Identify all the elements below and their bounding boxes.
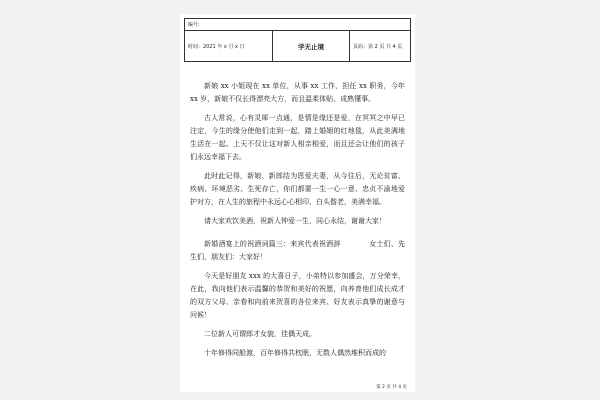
header-table [184,18,411,62]
paragraph: 古人常说，心有灵犀一点通，是情是缘还是爱，在冥冥之中早已注定，今生的缘分使他们走到一起，踏上婚姻的红地毯，从此美满地生活在一起。上天不仅让这对新人相亲相爱，而且还会让他们的孩子们永远幸福下去。 [190,114,405,161]
section-heading: 新婚酒宴上的祝酒词篇三：来宾代表祝酒辞 女士们、先生们，朋友们：大家好！ [190,240,405,261]
document-page [180,14,415,392]
paragraph: 新娘 xx 小姐现在 xx 单位，从事 xx 工作，担任 xx 职务，今年 xx 岁，新娘不仅长得漂亮大方，而且温柔体贴、成熟懂事。 [190,82,405,103]
page-footer: 第 2 页 共 4 页 [376,385,407,390]
body-text [190,80,405,366]
page-label: 页码：第 2 页 共 4 页 [353,44,403,50]
paragraph: 二位新人可谓郎才女貌，佳偶天成。 [204,330,316,338]
number-label: 编号: [185,19,410,31]
paragraph: 请大家欢饮美酒，祝新人钟爱一生，同心永结，谢谢大家！ [204,217,386,225]
paragraph: 十年修得同船渡，百年修得共枕眠，无数人偶然堆积而成的 [204,349,386,357]
time-label: 时间：2021 年 x 月 x 日 [185,31,273,62]
page-title: 学无止境 [273,31,350,62]
paragraph: 今天是好朋友 xxx 的大喜日子，小弟特以参加盛会，万分荣幸，在此，我向他们表示温馨的恭贺和美好的祝愿，向养育他们成长成才的双方父母、亲眷和向前来贺喜的各位来宾、好友表示真挚的谢意与问候！ [190,272,405,319]
paragraph: 此时此记得，新娘、新郎结为恩爱夫妻，从今往后，无论贫富、疾病、环境恶劣、生死存亡，你们都要一生一心一意、忠贞不渝地爱护对方，在人生的旅程中永远心心相印、白头偕老，美满幸福。 [190,172,405,206]
